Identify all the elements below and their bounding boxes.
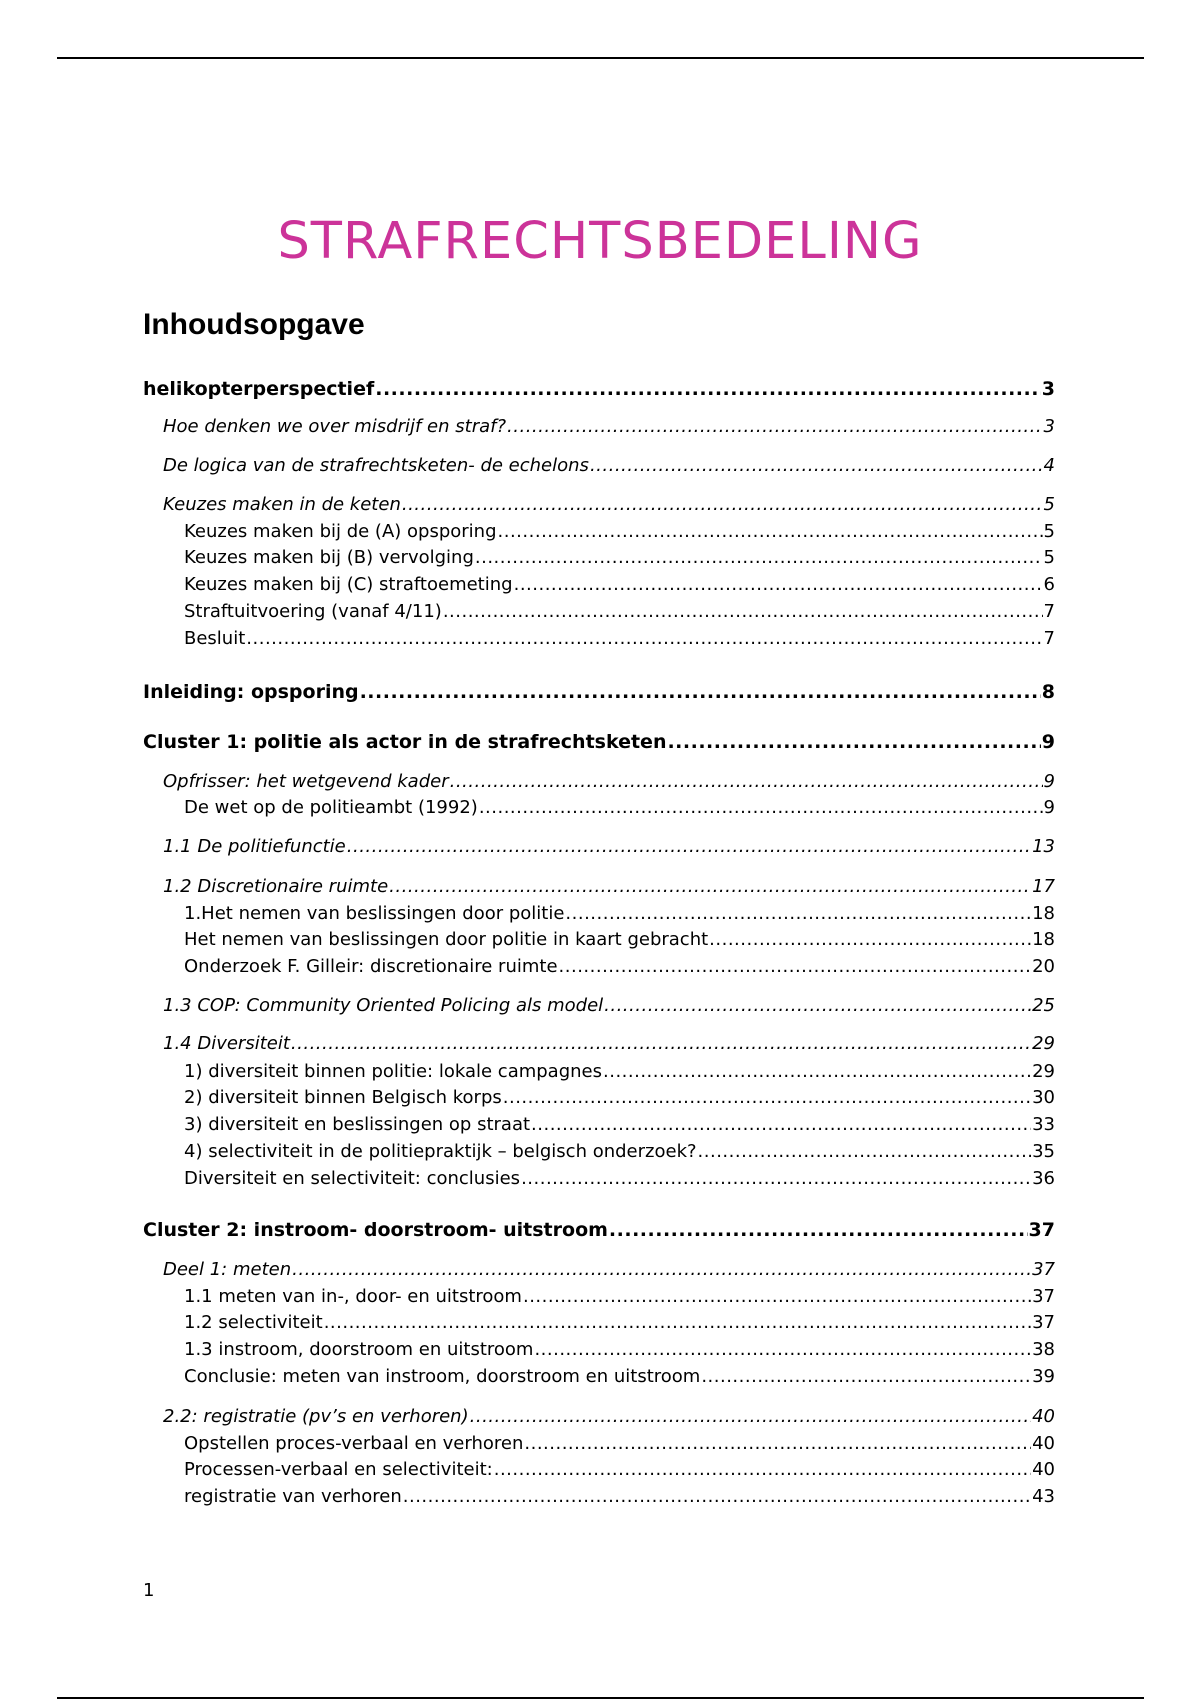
toc-entry-title: Processen-verbaal en selectiviteit: xyxy=(184,1459,493,1480)
toc-entry[interactable] xyxy=(184,1113,1055,1137)
toc-entry[interactable] xyxy=(163,493,1055,517)
toc-entry-page: 29 xyxy=(1032,1033,1055,1054)
toc-entry[interactable] xyxy=(184,902,1055,926)
toc-entry-page: 13 xyxy=(1032,836,1055,857)
toc-entry[interactable] xyxy=(143,680,1055,704)
toc-entry-title: 3) diversiteit en beslissingen op straat xyxy=(184,1114,531,1135)
toc-entry[interactable] xyxy=(163,835,1055,859)
toc-entry-page: 9 xyxy=(1043,797,1055,818)
toc-entry-title: Conclusie: meten van instroom, doorstroom en uitstroom xyxy=(184,1366,701,1387)
toc-entry-page: 20 xyxy=(1032,956,1055,977)
toc-entry[interactable] xyxy=(184,1458,1055,1482)
toc-entry[interactable] xyxy=(184,928,1055,952)
toc-entry-title: 2.2: registratie (pv’s en verhoren) xyxy=(163,1406,469,1427)
toc-entry-page: 36 xyxy=(1032,1168,1055,1189)
toc-entry-page: 5 xyxy=(1043,521,1055,542)
toc-entry[interactable] xyxy=(163,1405,1055,1429)
toc-entry-page: 37 xyxy=(1028,1219,1055,1241)
toc-entry-page: 35 xyxy=(1032,1141,1055,1162)
toc-entry-title: Keuzes maken in de keten xyxy=(163,494,401,515)
toc-entry-page: 18 xyxy=(1032,929,1055,950)
toc-entry[interactable] xyxy=(184,600,1055,624)
toc-entry-title: 4) selectiviteit in de politiepraktijk – belgisch onderzoek? xyxy=(184,1141,697,1162)
toc-entry-title: 1.1 meten van in-, door- en uitstroom xyxy=(184,1286,522,1307)
toc-entry-page: 39 xyxy=(1032,1366,1055,1387)
toc-entry-title: 1.4 Diversiteit xyxy=(163,1033,290,1054)
toc-entry-page: 37 xyxy=(1032,1312,1055,1333)
toc-entry-page: 38 xyxy=(1032,1339,1055,1360)
toc-entry-title: Diversiteit en selectiviteit: conclusies xyxy=(184,1168,521,1189)
toc-entry[interactable] xyxy=(184,1060,1055,1084)
toc-entry[interactable] xyxy=(184,627,1055,651)
toc-entry[interactable] xyxy=(163,994,1055,1018)
toc-entry[interactable] xyxy=(184,1432,1055,1456)
toc-entry-page: 7 xyxy=(1043,601,1055,622)
toc-entry-page: 9 xyxy=(1043,771,1055,792)
toc-entry[interactable] xyxy=(163,875,1055,899)
toc-entry-title: Cluster 2: instroom- doorstroom- uitstroom xyxy=(143,1219,608,1241)
toc-entry-title: Het nemen van beslissingen door politie in kaart gebracht xyxy=(184,929,709,950)
toc-entry-page: 8 xyxy=(1041,681,1055,703)
toc-entry[interactable] xyxy=(184,1285,1055,1309)
toc-entry-title: Keuzes maken bij (C) straftoemeting xyxy=(184,574,513,595)
toc-entry-title: Besluit xyxy=(184,628,246,649)
toc-entry-title: helikopterperspectief xyxy=(143,378,375,400)
toc-entry-title: De wet op de politieambt (1992) xyxy=(184,797,478,818)
toc-entry-page: 18 xyxy=(1032,903,1055,924)
toc-entry-page: 37 xyxy=(1032,1286,1055,1307)
toc-entry[interactable] xyxy=(163,1032,1055,1056)
toc-entry[interactable] xyxy=(143,1218,1055,1242)
toc-entry-title: 1.3 COP: Community Oriented Policing als model xyxy=(163,995,604,1016)
toc-entry[interactable] xyxy=(184,546,1055,570)
toc-entry-page: 5 xyxy=(1043,494,1055,515)
toc-entry[interactable] xyxy=(163,1258,1055,1282)
toc-entry-page: 30 xyxy=(1032,1087,1055,1108)
toc-entry-title: Deel 1: meten xyxy=(163,1259,292,1280)
toc-entry-title: registratie van verhoren xyxy=(184,1486,402,1507)
toc-entry-title: Straftuitvoering (vanaf 4/11) xyxy=(184,601,442,622)
toc-entry-page: 3 xyxy=(1041,378,1055,400)
toc-entry-title: 1.2 Discretionaire ruimte xyxy=(163,876,389,897)
toc-entry-page: 25 xyxy=(1032,995,1055,1016)
toc-entry-page: 7 xyxy=(1043,628,1055,649)
toc-entry-page: 40 xyxy=(1032,1433,1055,1454)
toc-entry-title: Keuzes maken bij de (A) opsporing xyxy=(184,521,497,542)
toc-entry-page: 3 xyxy=(1043,416,1055,437)
toc-entry[interactable] xyxy=(184,1485,1055,1509)
toc-entry-title: Keuzes maken bij (B) vervolging xyxy=(184,547,474,568)
toc-entry[interactable] xyxy=(163,415,1055,439)
toc-entry-title: Inleiding: opsporing xyxy=(143,681,359,703)
toc-entry-title: 1) diversiteit binnen politie: lokale campagnes xyxy=(184,1061,602,1082)
toc-entry[interactable] xyxy=(184,1167,1055,1191)
toc-entry-title: Opstellen proces-verbaal en verhoren xyxy=(184,1433,524,1454)
page-number: 1 xyxy=(143,1580,155,1601)
toc-entry-title: 1.Het nemen van beslissingen door politie xyxy=(184,903,565,924)
toc-entry-title: Hoe denken we over misdrijf en straf? xyxy=(163,416,507,437)
top-rule xyxy=(57,57,1144,59)
toc-entry-title: De logica van de strafrechtsketen- de echelons xyxy=(163,455,589,476)
toc-entry[interactable] xyxy=(163,454,1055,478)
toc-entry[interactable] xyxy=(184,573,1055,597)
toc-entry-page: 4 xyxy=(1043,455,1055,476)
toc-entry-page: 33 xyxy=(1032,1114,1055,1135)
toc-entry-page: 9 xyxy=(1041,731,1055,753)
toc-entry-title: 1.2 selectiviteit xyxy=(184,1312,323,1333)
bottom-rule xyxy=(57,1697,1144,1699)
toc-entry[interactable] xyxy=(163,770,1055,794)
toc-entry-title: Opfrisser: het wetgevend kader xyxy=(163,771,449,792)
toc-entry[interactable] xyxy=(184,1338,1055,1362)
toc-entry[interactable] xyxy=(184,1086,1055,1110)
toc-entry-page: 17 xyxy=(1032,876,1055,897)
toc-entry-page: 43 xyxy=(1032,1486,1055,1507)
toc-entry-title: Cluster 1: politie als actor in de strafrechtsketen xyxy=(143,731,667,753)
toc-entry[interactable] xyxy=(184,796,1055,820)
toc-entry-title: 2) diversiteit binnen Belgisch korps xyxy=(184,1087,502,1108)
toc-entry[interactable] xyxy=(184,1311,1055,1335)
toc-entry-title: 1.1 De politiefunctie xyxy=(163,836,346,857)
toc-entry-page: 5 xyxy=(1043,547,1055,568)
toc-entry[interactable] xyxy=(184,520,1055,544)
toc-entry-page: 40 xyxy=(1032,1459,1055,1480)
toc-entry-page: 40 xyxy=(1032,1406,1055,1427)
toc-heading: Inhoudsopgave xyxy=(143,308,365,341)
toc-entry-title: 1.3 instroom, doorstroom en uitstroom xyxy=(184,1339,534,1360)
toc-entry[interactable] xyxy=(184,1140,1055,1164)
toc-entry[interactable] xyxy=(143,377,1055,401)
document-title: STRAFRECHTSBEDELING xyxy=(277,212,923,271)
toc-entry[interactable] xyxy=(184,1365,1055,1389)
toc-entry-page: 37 xyxy=(1032,1259,1055,1280)
toc-entry-page: 6 xyxy=(1043,574,1055,595)
toc-entry[interactable] xyxy=(143,730,1055,754)
toc-entry-page: 29 xyxy=(1032,1061,1055,1082)
toc-entry-title: Onderzoek F. Gilleir: discretionaire ruimte xyxy=(184,956,558,977)
toc-entry[interactable] xyxy=(184,955,1055,979)
